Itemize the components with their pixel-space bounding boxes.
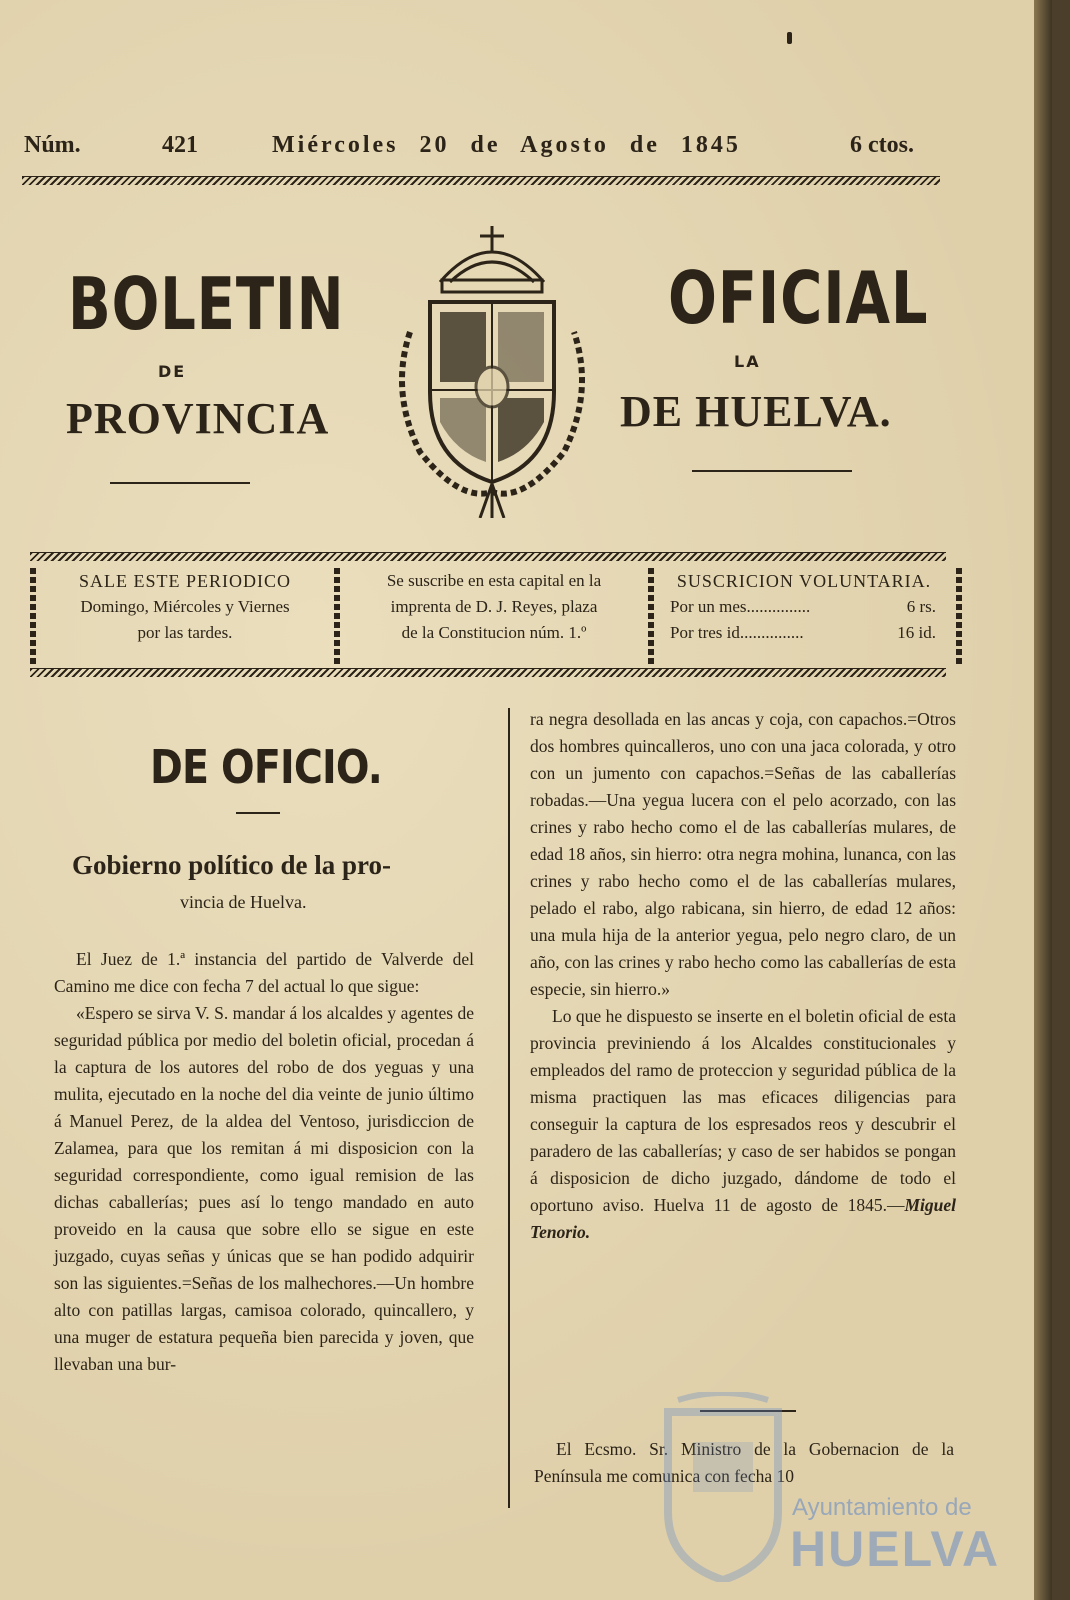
rate-value: 6 rs. <box>906 597 936 616</box>
watermark-line-1: Ayuntamiento de <box>792 1494 972 1521</box>
info-box-subscription <box>346 568 642 664</box>
paragraph: ra negra desollada en las ancas y coja, con capachos.=Otros dos hombres quincalleros, uno con una jaca colorada, y otro con un jumento con capachos.=Señas de las caballerías robadas.—Una yegua lucera con el pelo acorzado, con las crines y rabo hecho como el de las caballerías mulares, de edad 18 años, sin hierro: otra negra mohina, lunanca, con las crines y rabo hecho como el de las caballerías mulares, pelado el rabo, algo rabicana, sin hierro, de edad 12 años: una mula hija de la anterior yegua, pelo negro claro, de un año, con las crines y rabo hecho como las caballerías de esta especie, sin hierro.» <box>530 709 956 999</box>
masthead-la: LA <box>734 352 761 371</box>
info-box-subscription-line: Se suscribe en esta capital en la <box>386 571 602 590</box>
masthead-rule-right <box>692 470 852 472</box>
left-column <box>54 946 474 1378</box>
info-bar-3 <box>648 568 654 664</box>
info-box-publication-line: Domingo, Miércoles y Viernes <box>80 597 290 616</box>
right-column <box>530 706 956 1246</box>
signature: Miguel Tenorio. <box>530 1195 956 1242</box>
ink-mark <box>787 32 792 44</box>
masthead-provincia: PROVINCIA <box>66 394 330 443</box>
masthead-oficial: OFICIAL <box>668 256 929 340</box>
info-box-subscription-line: imprenta de D. J. Reyes, plaza <box>390 597 598 616</box>
paragraph: «Espero se sirva V. S. mandar á los alcaldes y agentes de seguridad pública por medio del boletin oficial, procedan á la captura de los autores del robo de dos yeguas y una mulita, ejecutado en la noche del dia veinte de junio último á Manuel Perez, de la aldea del Ventoso, jurisdiccion de Zalamea, para que los remitan á mi disposicion con la seguridad correspondiente, como igual remision de las dichas caballerías; pues así lo tengo mandado en auto proveido en la causa que sobre ello se sigue en este juzgado, cuyas señas y únicas que se han podido adquirir son las siguientes.=Señas de los malhechores.—Un hombre alto con patillas largas, camisoa colorado, quincallero, y una muger de estatura pequeña bien parecida y joven, que llevaban una bur- <box>54 1003 474 1374</box>
issue-number-label: Núm. <box>24 132 81 158</box>
rate-row <box>660 620 948 646</box>
section-rule <box>236 812 280 814</box>
paragraph: El Juez de 1.ª instancia del partido de Valverde del Camino me dice con fecha 7 del actual lo que sigue: <box>54 949 474 996</box>
section-title: DE OFICIO. <box>150 740 382 794</box>
rate-row <box>660 594 948 620</box>
page-edge-shadow <box>1034 0 1052 1600</box>
paragraph: El Ecsmo. Sr. Ministro de la Gobernacion de la Península me comunica con fecha 10 <box>534 1439 954 1486</box>
masthead-rule-left <box>110 482 250 484</box>
rates-title: SUSCRICION VOLUNTARIA. <box>676 571 932 591</box>
paragraph-text: Lo que he dispuesto se inserte en el boletin oficial de esta provincia previniendo á los Alcaldes constitucionales y empleados del ramo de proteccion y seguridad pública de la misma practiquen las mas eficaces diligencias para conseguir la captura de los espresados reos y descubrir el paradero de las caballerías; y caso de ser habidos se pongan á disposicion de dicho juzgado, dándome de todo el oportuno aviso. Huelva 11 de agosto de 1845.— <box>530 1006 956 1215</box>
issue-line <box>24 132 964 168</box>
rate-value: 16 id. <box>897 623 936 642</box>
info-rule-bottom <box>30 668 946 677</box>
article-heading: Gobierno político de la pro- <box>72 850 392 880</box>
info-bar-1 <box>30 568 36 664</box>
info-bar-2 <box>334 568 340 664</box>
header-rule <box>22 176 940 185</box>
info-bar-4 <box>956 568 962 664</box>
paragraph <box>530 1003 956 1246</box>
masthead-de-huelva: DE HUELVA. <box>620 387 892 436</box>
rate-label: Por tres id............... <box>670 623 804 642</box>
masthead-de: DE <box>158 362 187 381</box>
watermark-line-2: HUELVA <box>790 1521 1001 1577</box>
issue-price: 6 ctos. <box>850 132 914 158</box>
issue-date: Miércoles 20 de Agosto de 1845 <box>272 132 741 158</box>
rate-label: Por un mes............... <box>670 597 811 616</box>
info-box-publication-line: SALE ESTE PERIODICO <box>79 571 291 591</box>
column-divider <box>508 708 510 1508</box>
info-box-subscription-line: de la Constitucion núm. 1.º <box>401 623 587 642</box>
royal-coat-of-arms-icon <box>380 222 604 518</box>
info-rule-top <box>30 552 946 561</box>
info-box-publication <box>44 568 326 664</box>
info-box-rates <box>660 568 948 664</box>
article-subheading: vincia de Huelva. <box>180 892 307 912</box>
masthead-boletin: BOLETIN <box>68 262 345 346</box>
info-box-publication-line: por las tardes. <box>137 623 233 642</box>
issue-number: 421 <box>162 132 198 158</box>
